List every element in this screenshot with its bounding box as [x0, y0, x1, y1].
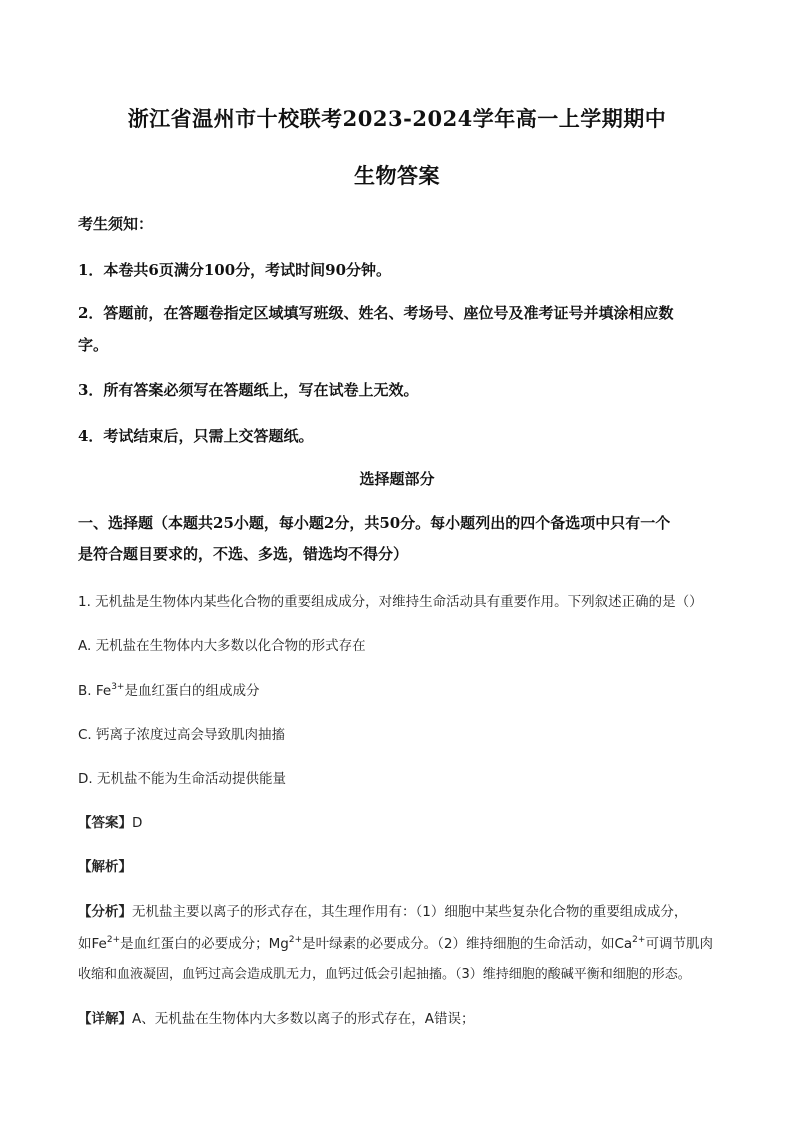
page-subtitle: 生物答案	[354, 163, 440, 188]
question-stem: 1. 无机盐是生物体内某些化合物的重要组成成分，对维持生命活动具有重要作用。下列叙述正确的是（）	[78, 594, 703, 610]
option-a: A. 无机盐在生物体内大多数以化合物的形式存在	[78, 638, 366, 654]
section-instructions-1: 一、选择题（本题共25小题，每小题2分，共50分。每小题列出的四个备选项中只有一个	[78, 514, 671, 532]
notice-item-2-cont: 字。	[78, 336, 109, 354]
notice-item-4: 4．考试结束后，只需上交答题纸。	[78, 427, 314, 445]
notice-heading: 考生须知：	[78, 215, 154, 233]
answer: 【答案】D	[78, 815, 143, 831]
analysis-label: 【解析】	[78, 859, 132, 875]
notice-item-3: 3．所有答案必须写在答题纸上，写在试卷上无效。	[78, 381, 419, 399]
analysis-line-3: 收缩和血液凝固，血钙过高会造成肌无力，血钙过低会引起抽搐。（3）维持细胞的酸碱平衡和细胞的形态。	[78, 967, 691, 982]
option-c: C. 钙离子浓度过高会导致肌肉抽搐	[78, 727, 286, 743]
option-b: B. $Fe^{3+}$是血红蛋白的组成成分	[78, 681, 260, 699]
notice-item-2: 2．答题前，在答题卷指定区域填写班级、姓名、考场号、座位号及准考证号并填涂相应数	[78, 304, 674, 322]
page-title: 浙江省温州市十校联考2023-2024学年高一上学期期中	[127, 106, 667, 131]
option-d: D. 无机盐不能为生命活动提供能量	[78, 771, 286, 787]
detail-line-1: 【详解】A、无机盐在生物体内大多数以离子的形式存在，A错误；	[78, 1011, 475, 1027]
section-instructions-2: 是符合题目要求的，不选、多选，错选均不得分）	[78, 545, 409, 563]
notice-item-1: 1．本卷共6页满分100分，考试时间90分钟。	[78, 261, 392, 279]
analysis-line-1: 【分析】无机盐主要以离子的形式存在，其生理作用有：（1）细胞中某些复杂化合物的重要组成成分，	[78, 904, 688, 920]
analysis-line-2: 如$Fe^{2+}$是血红蛋白的必要成分；$Mg^{2+}$是叶绿素的必要成分。（2）维持细胞的生命活动，如$Ca^{2+}$可调节肌肉	[78, 934, 713, 952]
section-title: 选择题部分	[359, 470, 435, 488]
